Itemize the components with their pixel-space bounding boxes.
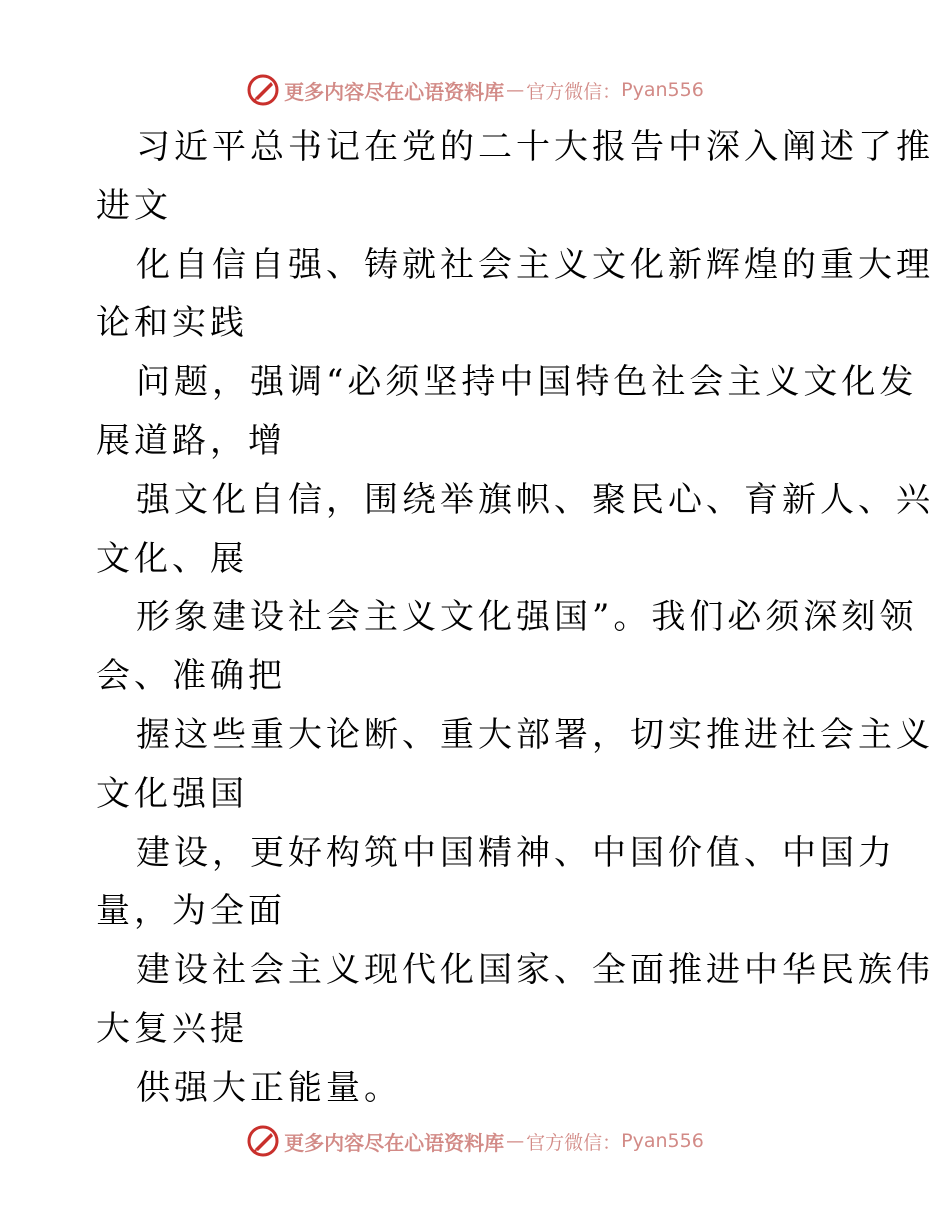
banner-contact-id: Pyan556 [621,79,704,101]
quill-logo-icon [246,1124,280,1158]
text-line: 化自信自强、铸就社会主义文化新辉煌的重大理 [136,244,934,285]
text-line: 建设，更好构筑中国精神、中国价值、中国力 [136,832,896,873]
banner-contact-label: 官方微信： [526,80,622,103]
text-line: 强文化自信，围绕举旗帜、聚民心、育新人、兴 [136,479,934,520]
text-line: 展道路，增 [96,420,286,461]
text-line: 形象建设社会主义文化强国”。我们必须深刻领 [136,597,918,638]
quill-logo-icon [246,73,280,107]
text-line: 量，为全面 [96,891,286,932]
text-line: 论和实践 [96,303,248,344]
footer-banner [0,1121,950,1161]
text-line: 进文 [96,185,172,226]
text-line: 建设社会主义现代化国家、全面推进中华民族伟 [136,950,934,991]
header-banner [0,70,950,110]
text-line: 供强大正能量。 [136,1067,402,1108]
text-line: 文化、展 [96,538,248,579]
text-line: 会、准确把 [96,656,286,697]
banner-contact-id: Pyan556 [621,1130,704,1152]
text-line: 文化强国 [96,773,248,814]
document-body [96,118,934,1118]
text-line: 握这些重大论断、重大部署，切实推进社会主义 [136,714,934,755]
banner-text: 更多内容尽在心语资料库 [284,1130,505,1155]
text-line: 问题，强调“必须坚持中国特色社会主义文化发 [136,362,918,403]
banner-contact-label: 官方微信： [526,1131,622,1154]
banner-separator: — [506,79,525,101]
banner-separator: — [506,1130,525,1152]
text-line: 习近平总书记在党的二十大报告中深入阐述了推 [136,127,934,167]
text-line: 大复兴提 [96,1008,248,1049]
banner-text: 更多内容尽在心语资料库 [284,79,505,104]
